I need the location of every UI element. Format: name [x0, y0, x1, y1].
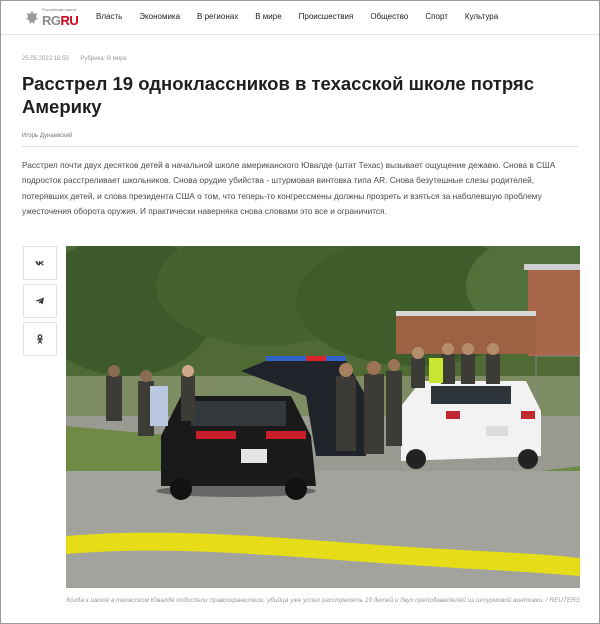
article-photo: [66, 246, 580, 588]
article-rubric[interactable]: Рубрика: В мире: [80, 56, 127, 62]
nav-item-obschestvo[interactable]: Общество: [370, 12, 409, 21]
telegram-icon: [35, 296, 45, 306]
article-title: Расстрел 19 одноклассников в техасской школе потряс Америку: [22, 73, 535, 117]
photo-caption: Когда к школе в техасском Ювалде подоспели правоохранители, убийца уже успел расстрелять 19 детей и двух преподавателей из штурмовой винтовки. / REUTERS: [66, 597, 580, 604]
share-button-odnoklassniki[interactable]: [23, 322, 57, 356]
article-author[interactable]: Игорь Дунаевский: [22, 133, 73, 139]
nav-item-ekonomika[interactable]: Экономика: [139, 12, 181, 21]
vk-icon: [35, 258, 45, 268]
logo-caption: Российская газета: [42, 7, 76, 12]
article-date: 25.05.2022 18:55: [22, 56, 69, 62]
nav-item-sport[interactable]: Спорт: [425, 12, 448, 21]
nav-item-v-regionah[interactable]: В регионах: [197, 12, 239, 21]
nav-item-kultura[interactable]: Культура: [464, 12, 499, 21]
logo-wordmark: RGRU: [42, 12, 79, 28]
nav-item-v-mire[interactable]: В мире: [255, 12, 282, 21]
article-lead: Расстрел почти двух десятков детей в начальной школе американского Ювалде (штат Техас) вызывает ощущение дежавю. Снова в США подросток расстреливает школьников. Снова орудие убийства - штурмовая винтовка типа AR. Снова безутешные слезы родителей, потерявших детей, и слова президента США о том, что теперь-то конгрессмены должны прозреть и взяться за наболевшую проблему ужесточения оборота оружия. И практически наверняка снова словами это все и ограничится.: [22, 160, 556, 216]
nav-item-proisshestviya[interactable]: Происшествия: [298, 12, 354, 21]
main-nav: [96, 12, 515, 21]
odnoklassniki-icon: [35, 334, 45, 344]
eagle-emblem-icon: [25, 10, 39, 26]
site-logo[interactable]: [25, 8, 78, 28]
share-button-vk[interactable]: [23, 246, 57, 280]
article-meta: [22, 56, 127, 62]
share-button-telegram[interactable]: [23, 284, 57, 318]
top-navigation-bar: [1, 1, 599, 35]
crime-scene-photo: [66, 246, 580, 588]
divider: [22, 146, 578, 147]
nav-item-vlast[interactable]: Власть: [96, 12, 123, 21]
